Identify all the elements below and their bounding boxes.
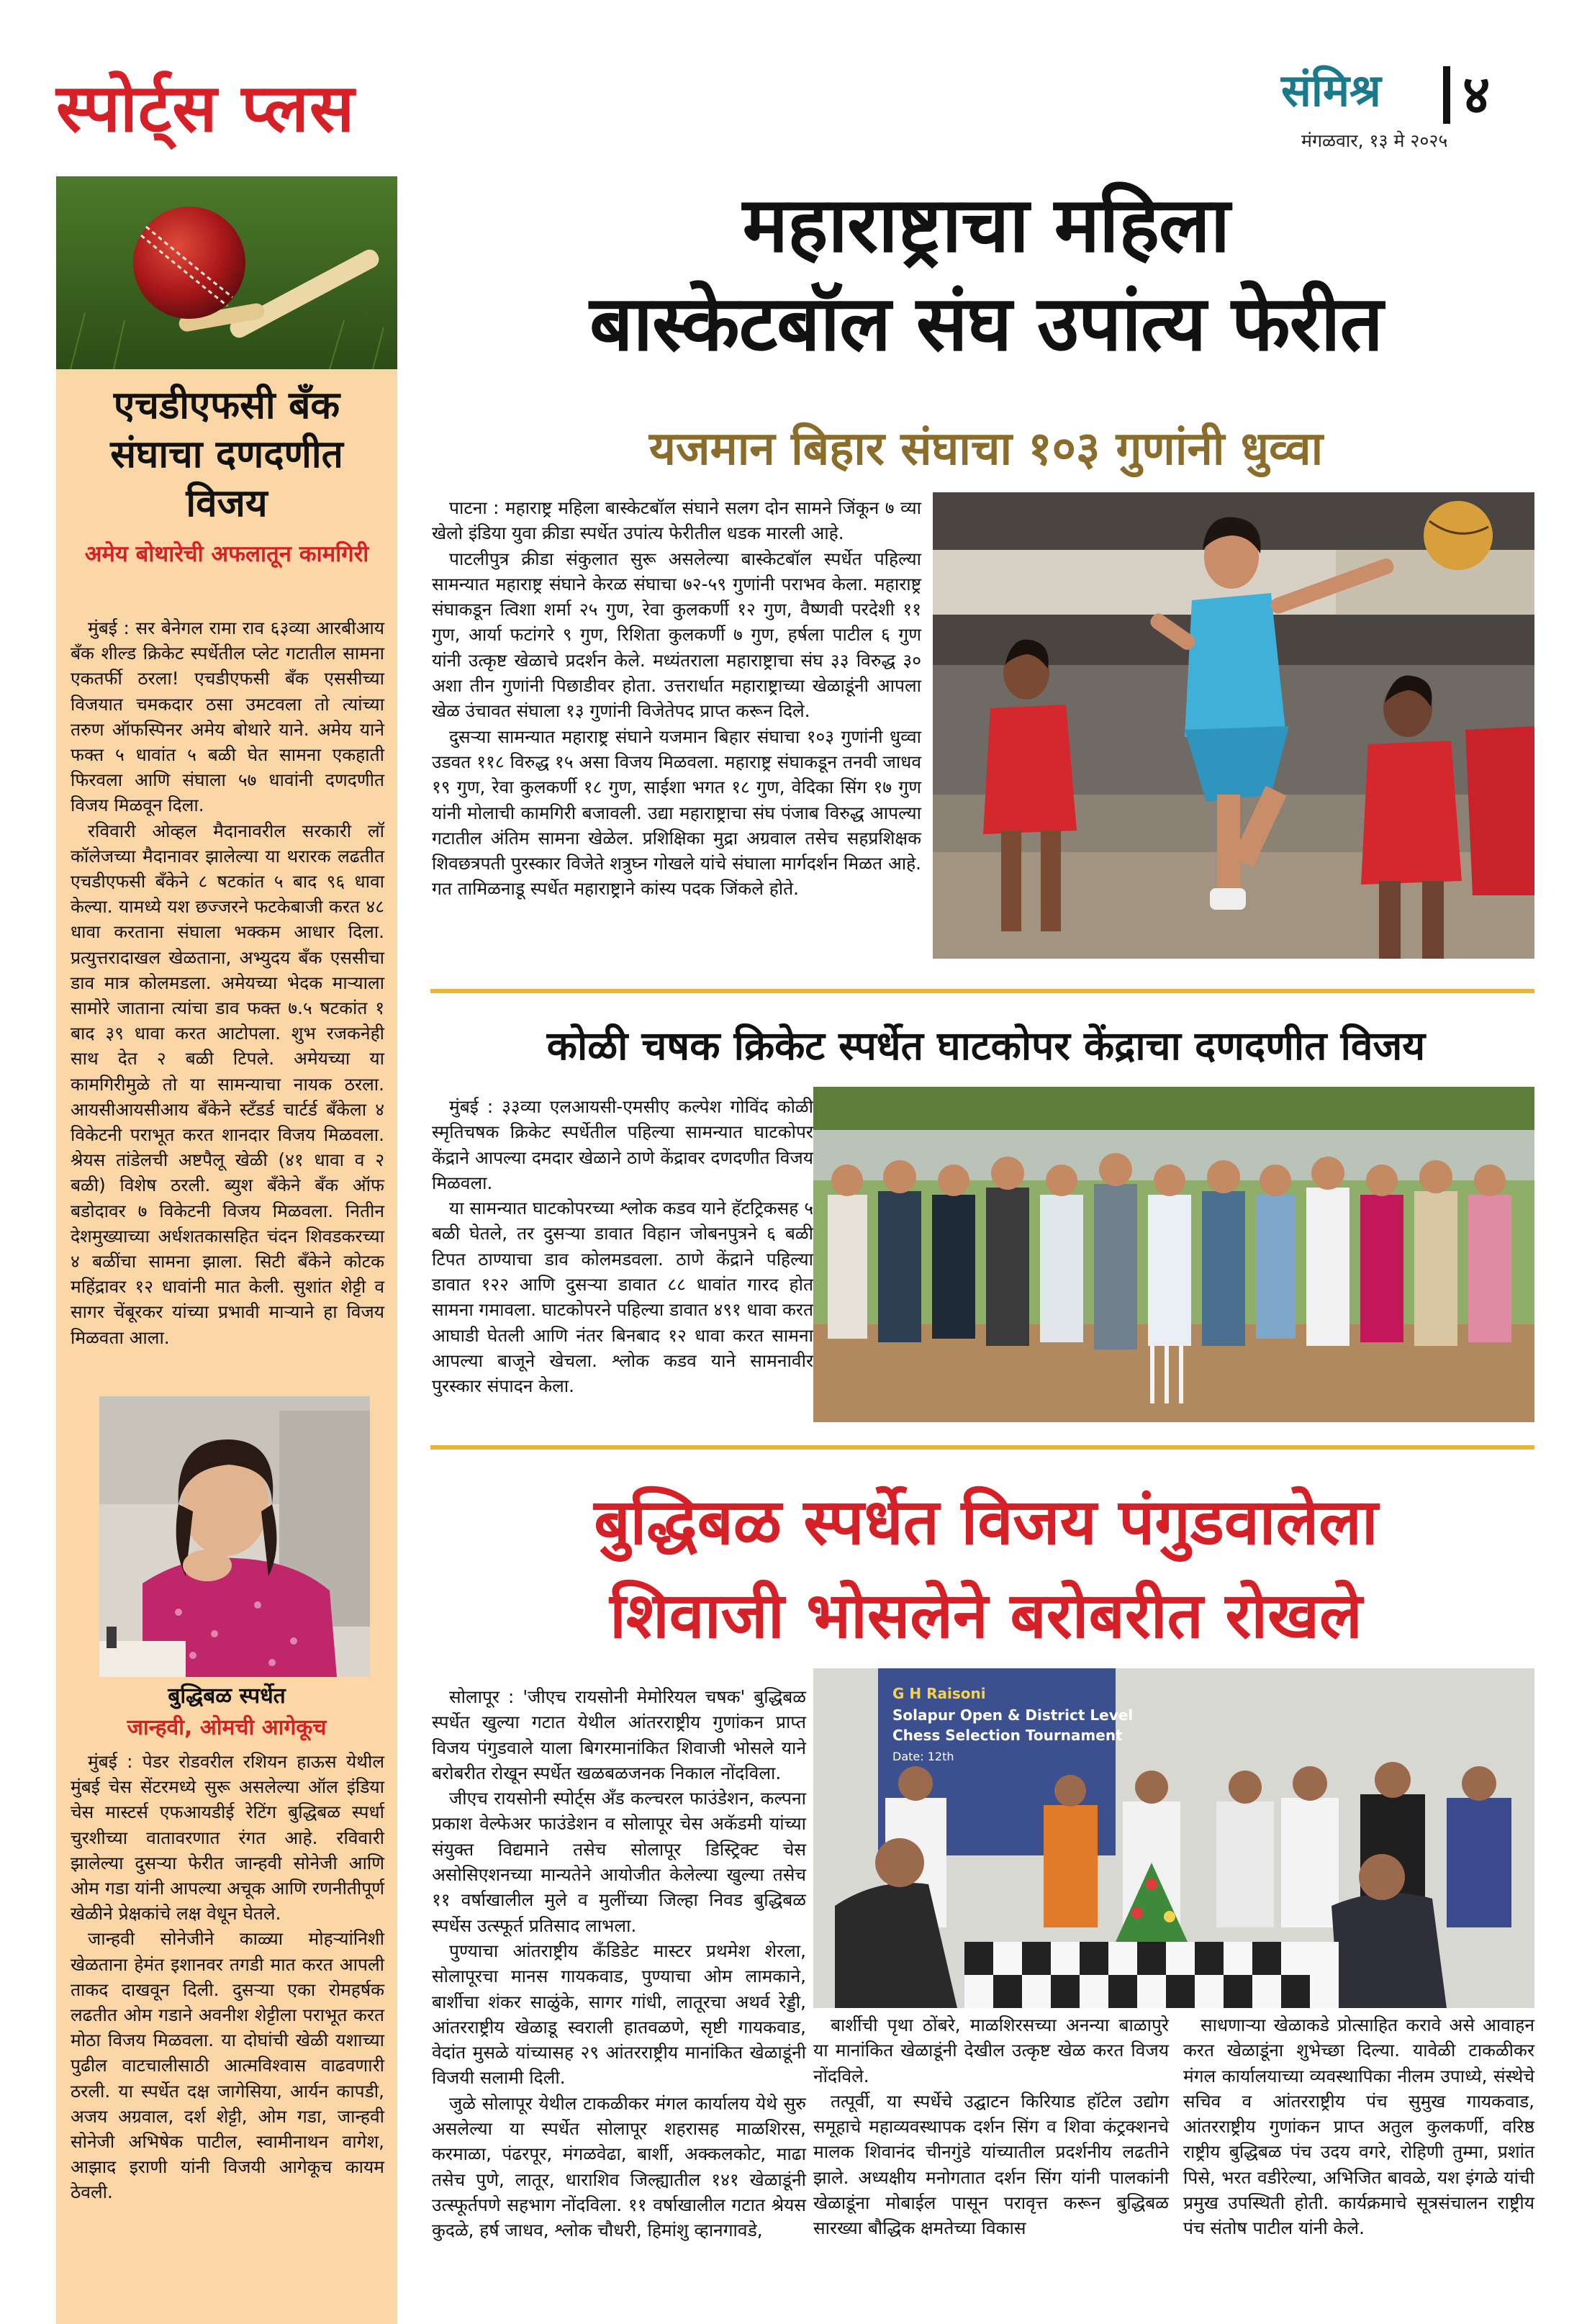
paragraph: पाटना : महाराष्ट्र महिला बास्केटबॉल संघाने सलग दोन सामने जिंकून ७ व्या खेलो इंडिया युवा क्रीडा स्पर्धेत उपांत्य फेरीतील धडक मारली आहे. bbox=[432, 497, 921, 544]
paragraph: बार्शीची पृथा ठोंबरे, माळशिरसच्या अनन्या बाळापुरे या मानांकित खेळाडूंनी देखील उत्कृष्ट खेळ करत विजय नोंदविले. bbox=[813, 2015, 1169, 2086]
banner-line-1: G H Raisoni bbox=[892, 1685, 986, 1702]
basketball-headline-line-2: बास्केटबॉल संघ उपांत्य फेरीत bbox=[589, 279, 1383, 368]
cricket-headline: कोळी चषक क्रिकेट स्पर्धेत घाटकोपर केंद्राचा दणदणीत विजय bbox=[546, 1023, 1426, 1069]
sidebar-headline-1: एचडीएफसी बँक संघाचा दणदणीत विजय bbox=[110, 384, 343, 525]
paragraph: रविवारी ओव्हल मैदानावरील सरकारी लॉ कॉलेजच्या मैदानावर झालेल्या या थरारक लढतीत एचडीएफसी बँकेने ८ षटकांत ५ बाद ९६ धावा केल्या. यामध्ये यश छज्जरने फटकेबाजी करत ४८ धावा करताना संघाला भक्कम आधार दिला. प्रत्युत्तरादाखल खेळताना, अभ्युदय बँक एससीचा डाव मात्र कोलमडला. अमेयच्या भेदक माऱ्याला सामोरे जाताना त्यांचा डाव फक्त ७.५ षटकांत १ बाद ३९ धावा करत आटोपला. शुभ रजकनेही साथ देत २ बळी टिपले. अमेयच्या या कामगिरीमुळे तो या सामन्याचा नायक ठरला. आयसीआयसीआय बँकेने स्टँडर्ड चार्टर्ड बँकेला ४ विकेटनी पराभूत करत शानदार विजय मिळवला. श्रेयस तांडेलची अष्टपैलू खेळी (४१ धावा व २ बळी) विशेष ठरली. ब्युश बँकेने बँक ऑफ बडोदावर ७ विकेटनी विजय मिळवला. नितीन देशमुख्याच्या अर्धशतकासहित चंदन शिवडकरच्या ४ बळींचा सामना झाला. सिटी बँकेने कोटक महिंद्रावर १२ धावांनी मात केली. सुशांत शेट्टी व सागर चेंबूरकर यांच्या प्रभावी माऱ्याने हा विजय मिळवता आला. bbox=[71, 820, 384, 1348]
page-number: ४ bbox=[1462, 64, 1491, 126]
cricket-ball-photo bbox=[56, 176, 397, 369]
basketball-photo bbox=[933, 492, 1534, 959]
section-rule bbox=[430, 989, 1534, 993]
banner-line-3: Chess Selection Tournament bbox=[892, 1727, 1123, 1744]
chess-story-column-1 bbox=[432, 1684, 806, 2243]
cricket-story-body bbox=[432, 1094, 813, 1399]
basketball-subhead: यजमान बिहार संघाचा १०३ गुणांनी धुव्वा bbox=[648, 422, 1324, 476]
section-name: संमिश्र bbox=[1281, 64, 1381, 117]
sidebar-subhead-1: अमेय बोथारेची अफलातून कामगिरी bbox=[84, 541, 369, 567]
chess-story-column-3 bbox=[1183, 2012, 1534, 2241]
paragraph: दुसऱ्या सामन्यात महाराष्ट्र संघाने यजमान बिहार संघाचा १०३ गुणांनी धुव्वा उडवत ११८ विरुद्ध १५ असा विजय मिळवला. महाराष्ट्र संघाकडून तनवी जाधव १९ गुण, रेवा कुलकर्णी १८ गुण, साईशा भगत १८ गुण, वेदिका सिंग १७ गुण यांनी मोलाची कामगिरी बजावली. उद्या महाराष्ट्राचा संघ पंजाब विरुद्ध आपल्या गटातील अंतिम सामना खेळेल. प्रशिक्षिका मुद्रा अग्रवाल तसेच सहप्रशिक्षक शिवछत्रपती पुरस्कार विजेते शत्रुघ्न गोखले यांचे संघाला मार्गदर्शन मिळत आहे. गत तामिळनाडू स्पर्धेत महाराष्ट्राने कांस्य पदक जिंकले होते. bbox=[432, 725, 921, 900]
banner-line-2: Solapur Open & District Level bbox=[892, 1706, 1134, 1724]
paragraph: पाटलीपुत्र क्रीडा संकुलात सुरू असलेल्या बास्केटबॉल स्पर्धेत पहिल्या सामन्यात महाराष्ट्र संघाने केरळ संघाचा ७२-५९ गुणांनी पराभव केला. महाराष्ट्र संघाकडून त्विशा शर्मा २५ गुण, रेवा कुलकर्णी १२ गुण, वैष्णवी परदेशी ११ गुण, आर्या फटांगरे ९ गुण, रिशिता कुलकर्णी ७ गुण, हर्षला पाटील ६ गुण यांनी उत्कृष्ट खेळाचे प्रदर्शन केले. मध्यंतराला महाराष्ट्राचा संघ ३३ विरुद्ध ३० अशा तीन गुणांनी पिछाडीवर होता. उत्तरार्धात महाराष्ट्राच्या खेळाडूंनी आपला खेळ उंचावत संघाला १३ गुणांनी विजेतेपद प्राप्त करून दिले. bbox=[432, 548, 921, 722]
chess-event-photo bbox=[813, 1668, 1534, 2008]
chess-story-column-2 bbox=[813, 2012, 1169, 2241]
chess-player-photo bbox=[99, 1396, 370, 1677]
sidebar-subhead-2: जान्हवी, ओमची आगेकूच bbox=[127, 1715, 327, 1740]
issue-date: मंगळवार, १३ मे २०२५ bbox=[1301, 130, 1448, 151]
cricket-group-photo bbox=[813, 1087, 1534, 1422]
paragraph: साधणाऱ्या खेळाकडे प्रोत्साहित करावे असे आवाहन करत खेळाडूंना शुभेच्छा दिल्या. यावेळी टाकळीकर मंगल कार्यालयाच्या व्यवस्थापिका नीलम उपाध्ये, संस्थेचे सचिव व आंतरराष्ट्रीय पंच सुमुख गायकवाड, आंतरराष्ट्रीय गुणांकन प्राप्त अतुल कुलकर्णी, वरिष्ठ राष्ट्रीय बुद्धिबळ पंच उदय वगरे, रोहिणी तुम्मा, प्रशांत पिसे, भरत वडीरेल्या, अभिजित बावळे, यश इंगळे यांची प्रमुख उपस्थिती होती. कार्यक्रमाचे सूत्रसंचालन राष्ट्रीय पंच संतोष पाटील यांनी केले. bbox=[1183, 2015, 1534, 2239]
section-rule bbox=[430, 1445, 1534, 1450]
paragraph: मुंबई : सर बेनेगल रामा राव ६३व्या आरबीआय बँक शील्ड क्रिकेट स्पर्धेतील प्लेट गटातील सामना एकतर्फी ठरला! एचडीएफसी बँक एससीच्या विजयात चमकदार ठसा उमटवला तो त्यांच्या तरुण ऑफस्पिनर अमेय बोथारे याने. अमेय याने फक्त ५ धावांत ५ बळी घेत सामना एकहाती फिरवला आणि संघाला ५७ धावांनी दणदणीत विजय मिळवून दिला. bbox=[71, 618, 384, 816]
chess-headline-line-1: बुद्धिबळ स्पर्धेत विजय पंगुडवालेला bbox=[594, 1485, 1378, 1559]
paragraph: सोलापूर : 'जीएच रायसोनी मेमोरियल चषक' बुद्धिबळ स्पर्धेत खुल्या गटात येथील आंतरराष्ट्रीय गुणांकन प्राप्त विजय पंगुडवाले याला बिगरमानांकित शिवाजी भोसले याने बरोबरीत रोखून स्पर्धेत खळबळजनक निकाल नोंदविला. bbox=[432, 1686, 806, 1783]
paragraph: पुण्याचा आंतराष्ट्रीय कँडिडेट मास्टर प्रथमेश शेरला, सोलापूरचा मानस गायकवाड, पुण्याचा ओम लामकाने, बार्शीचा शंकर साळुंके, सागर गांधी, लातूरचा अथर्व रेड्डी, आंतरराष्ट्रीय खेळाडू स्वराली हातवळणे, सृष्टी गायकवाड, वेदांत मुसळे यांच्यासह २९ आंतरराष्ट्रीय मानांकित खेळाडूंनी विजयी सलामी दिली. bbox=[432, 1940, 806, 2089]
paragraph: जुळे सोलापूर येथील टाकळीकर मंगल कार्यालय येथे सुरु असलेल्या या स्पर्धेत सोलापूर शहरासह माळशिरस, करमाळा, पंढरपूर, मंगळवेढा, बार्शी, अक्कलकोट, माढा तसेच पुणे, लातूर, धाराशिव जिल्ह्यातील १४१ खेळाडूंनी उत्स्फूर्तपणे सहभाग नोंदविला. ११ वर्षाखालील गटात श्रेयस कुदळे, हर्ष जाधव, श्लोक चौधरी, हिमांशु व्हानगावडे, bbox=[432, 2092, 806, 2241]
paragraph: जीएच रायसोनी स्पोर्ट्स अँड कल्चरल फाउंडेशन, कल्पना प्रकाश वेल्फेअर फाउंडेशन व सोलापूर चेस अकॅडमी यांच्या संयुक्त विद्यमाने तसेच सोलापूर डिस्ट्रिक्ट चेस असोसिएशनच्या मान्यतेने आयोजीत केलेल्या खुल्या तसेच ११ वर्षाखालील मुले व मुलींच्या जिल्हा निवड बुद्धिबळ स्पर्धेस उत्स्फूर्त प्रतिसाद लाभला. bbox=[432, 1788, 806, 1936]
brand-logo: स्पोर्ट्स प्लस bbox=[56, 69, 356, 147]
paragraph: तत्पूर्वी, या स्पर्धेचे उद्घाटन किरियाड हॉटेल उद्योग समूहाचे महाव्यवस्थापक दर्शन सिंग व शिवा कंट्रक्शनचे मालक शिवानंद चीनगुंडे यांच्यातील प्रदर्शनीय लढतीने झाले. अध्यक्षीय मनोगतात दर्शन सिंग यांनी पालकांनी खेळाडूंना मोबाईल पासून परावृत्त करून बुद्धिबळ सारख्या बौद्धिक क्षमतेच्या विकास bbox=[813, 2090, 1169, 2239]
paragraph: मुंबई : ३३व्या एलआयसी-एमसीए कल्पेश गोविंद कोळी स्मृतिचषक क्रिकेट स्पर्धेतील पहिल्या सामन्यात घाटकोपर केंद्राने आपल्या दमदार खेळाने ठाणे केंद्रावर दणदणीत विजय मिळवला. bbox=[432, 1096, 813, 1193]
paragraph: या सामन्यात घाटकोपरच्या श्लोक कडव याने हॅटट्रिकसह ५ बळी घेतले, तर दुसऱ्या डावात विहान जोबनपुत्रने ६ बळी टिपत ठाण्याचा डाव कोलमडवला. ठाणे केंद्राने पहिल्या डावात १२२ आणि दुसऱ्या डावात ८८ धावांत गारद होत सामना गमावला. घाटकोपरने पहिल्या डावात ४९१ धावा करत आघाडी घेतली आणि नंतर बिनबाद १२ धावा करत सामना आपल्या बाजूने खेचला. श्लोक कडव याने सामनावीर पुरस्कार संपादन केला. bbox=[432, 1198, 813, 1397]
banner-line-4: Date: 12th bbox=[892, 1750, 954, 1763]
basketball-story-body bbox=[432, 495, 921, 902]
paragraph: मुंबई : पेडर रोडवरील रशियन हाऊस येथील मुंबई चेस सेंटरमध्ये सुरू असलेल्या ऑल इंडिया चेस मास्टर्स एफआयडीई रेटिंग बुद्धिबळ स्पर्धा चुरशीच्या वातावरणात रंगत आहे. रविवारी झालेल्या दुसऱ्या फेरीत जान्हवी सोनेजी आणि ओम गडा यांनी आपल्या अचूक आणि रणनीतीपूर्ण खेळीने प्रेक्षकांचे लक्ष वेधून घेतले. bbox=[71, 1751, 384, 1925]
section-divider bbox=[1443, 66, 1450, 124]
basketball-headline-line-1: महाराष्ट्राचा महिला bbox=[742, 181, 1230, 269]
sidebar-headline-2: बुद्धिबळ स्पर्धेत bbox=[168, 1683, 286, 1709]
sidebar-story-2-body bbox=[71, 1749, 384, 2205]
paragraph: जान्हवी सोनेजीने काळ्या मोहऱ्यांनिशी खेळताना हेमंत इशानवर तगडी मात करत आपली ताकद दाखवून दिली. दुसऱ्या एका रोमहर्षक लढतीत ओम गडाने अवनीश शेट्टीला पराभूत करत मोठा विजय मिळवला. या दोघांची खेळी यशाच्या पुढील वाटचालीसाठी आत्मविश्वास वाढवणारी ठरली. या स्पर्धेत दक्ष जागेसिया, आर्यन कापडी, अजय अग्रवाल, दर्श शेट्टी, ओम गडा, जान्हवी सोनेजी अभिषेक पाटील, स्वामीनाथन वागेश, आझाद इराणी यांनी विजयी आगेकूच कायम ठेवली. bbox=[71, 1928, 384, 2203]
sidebar-story-1-body bbox=[71, 615, 384, 1350]
chess-headline-line-2: शिवाजी भोसलेने बरोबरीत रोखले bbox=[610, 1578, 1362, 1652]
